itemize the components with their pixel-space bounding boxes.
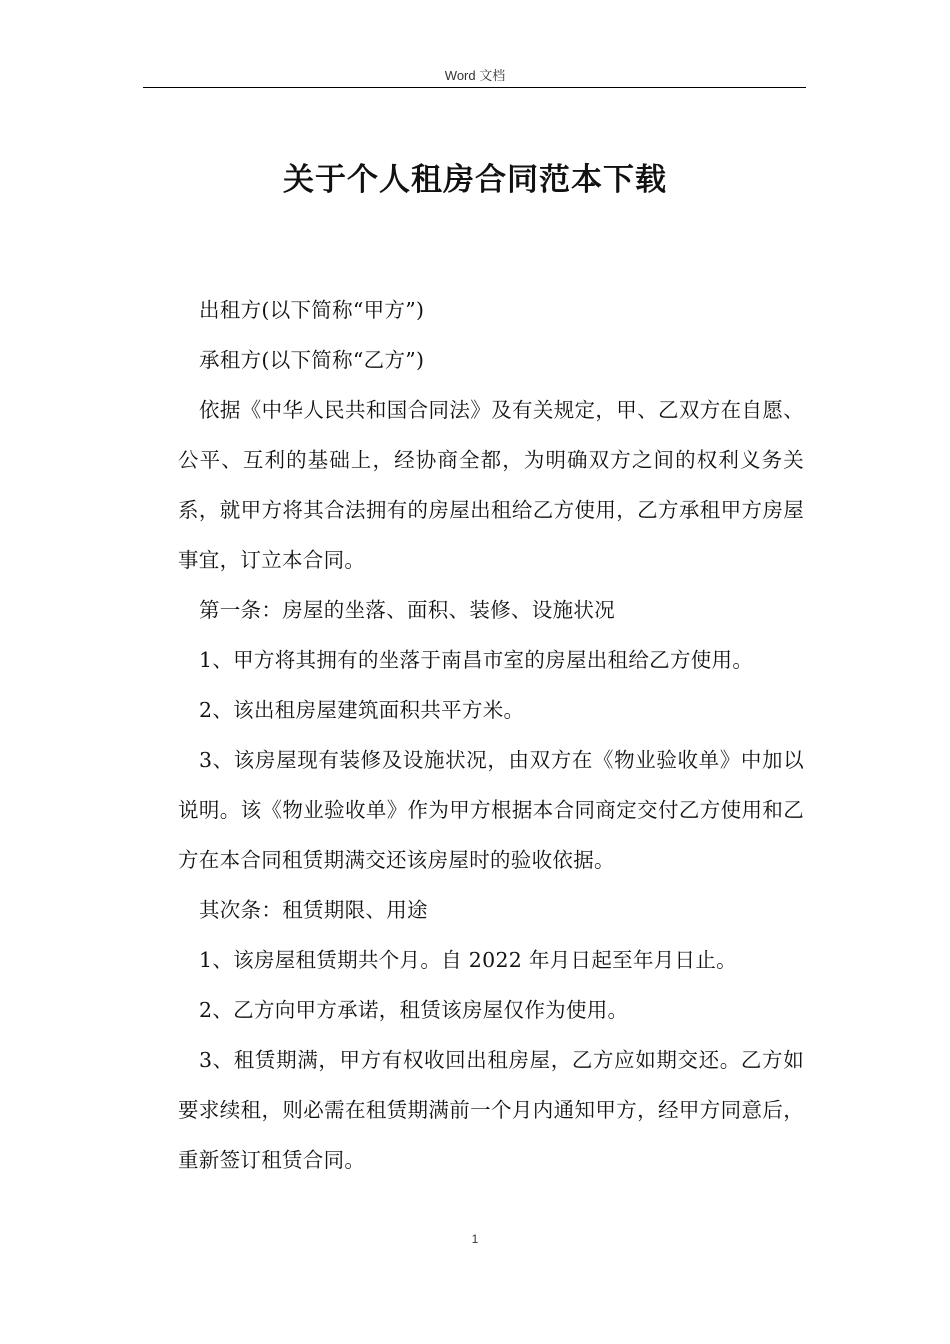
article-1-item-3: 3、该房屋现有装修及设施状况，由双方在《物业验收单》中加以说明。该《物业验收单》作为甲方根据本合同商定交付乙方使用和乙方在本合同租赁期满交还该房屋时的验收依据。 <box>178 748 804 872</box>
document-body <box>178 285 804 1185</box>
article-2-item-1: 1、该房屋租赁期共个月。自 2022 年月日起至年月日止。 <box>199 948 737 972</box>
article-1-heading: 第一条：房屋的坐落、面积、装修、设施状况 <box>199 598 615 622</box>
paragraph-lessee: 承租方(以下简称“乙方”) <box>199 348 425 372</box>
header-divider <box>143 87 806 88</box>
document-title: 关于个人租房合同范本下载 <box>283 162 667 198</box>
page-number: 1 <box>471 1232 479 1246</box>
article-2-item-3: 3、租赁期满，甲方有权收回出租房屋，乙方应如期交还。乙方如要求续租，则必需在租赁期满前一个月内通知甲方，经甲方同意后，重新签订租赁合同。 <box>178 1048 804 1172</box>
header-label: Word 文档 <box>444 68 506 83</box>
article-1-item-1: 1、甲方将其拥有的坐落于南昌市室的房屋出租给乙方使用。 <box>199 648 754 672</box>
paragraph-lessor: 出租方(以下简称“甲方”) <box>199 298 425 322</box>
article-2-item-2: 2、乙方向甲方承诺，租赁该房屋仅作为使用。 <box>199 998 629 1022</box>
article-1-item-2: 2、该出租房屋建筑面积共平方米。 <box>199 698 525 722</box>
paragraph-preamble: 依据《中华人民共和国合同法》及有关规定，甲、乙双方在自愿、公平、互利的基础上，经协商全都，为明确双方之间的权利义务关系，就甲方将其合法拥有的房屋出租给乙方使用，乙方承租甲方房屋事宜，订立本合同。 <box>178 398 804 572</box>
article-2-heading: 其次条：租赁期限、用途 <box>199 898 428 922</box>
